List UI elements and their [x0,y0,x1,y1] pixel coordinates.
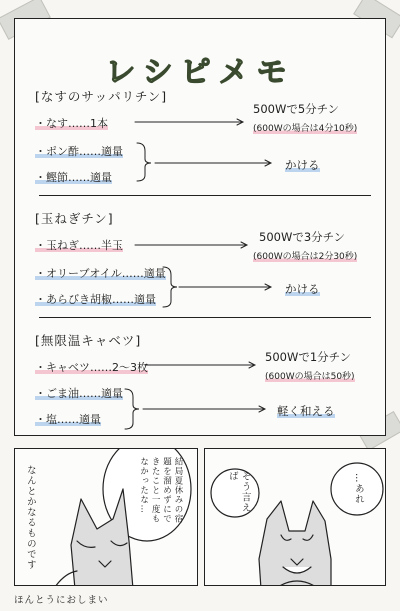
speech-bubble-text: …あれ [352,473,364,505]
ingredient-katsuobushi: ・鰹節……適量 [35,171,112,184]
footer-text: ほんとうにおしまい [14,595,109,606]
section-heading-cabbage: [無限温キャベツ] [35,333,142,348]
section-heading-tamanegi: [玉ねぎチン] [35,211,114,226]
section-heading-nasu: [なすのサッパリチン] [35,89,168,104]
step-action-nasu: かける [285,158,320,172]
ingredient-tamanegi: ・玉ねぎ……半玉 [35,239,123,252]
brace-icon [163,267,177,307]
brace-icon [125,389,139,429]
arrow-icon [179,284,271,290]
speech-bubble-text: 結局夏休みの宿題を溜めずにできたこと一度もなかったな… [138,457,183,524]
speech-bubble-text: そう言えば [226,471,251,513]
ingredient-pepper: ・あらびき胡椒……適量 [35,293,156,306]
panel-caption: なんとかなるものです [24,465,36,570]
arrow-icon [143,406,265,412]
recipe-title: レシピメモ [105,55,295,90]
step-microwave-cabbage: 500Wで1分チン [265,350,352,364]
step-action-cabbage: 軽く和える [277,404,335,418]
step-action-tamanegi: かける [285,282,320,296]
comic-panel-left [14,448,198,586]
step-note-cabbage: (600Wの場合は50秒) [265,372,355,382]
ingredient-ponzu: ・ポン酢……適量 [35,145,123,158]
arrow-icon [155,160,271,166]
arrows-and-braces [15,19,387,437]
ingredient-olive-oil: ・オリーブオイル……適量 [35,267,166,280]
step-microwave-tamanegi: 500Wで3分チン [259,230,346,244]
ingredient-salt: ・塩……適量 [35,413,101,426]
step-note-tamanegi: (600Wの場合は2分30秒) [253,252,358,262]
step-microwave-nasu: 500Wで5分チン [253,102,340,116]
recipe-card [14,18,386,436]
ingredient-cabbage: ・キャベツ……2～3枚 [35,361,148,374]
ingredient-nasu: ・なす……1本 [35,117,108,130]
comic-panel-right [204,448,386,586]
arrow-icon [145,362,255,368]
brace-icon [137,143,151,181]
arrow-icon [135,242,247,248]
step-note-nasu: (600Wの場合は4分10秒) [253,124,358,134]
arrow-icon [135,119,243,125]
ingredient-sesame-oil: ・ごま油……適量 [35,387,123,400]
